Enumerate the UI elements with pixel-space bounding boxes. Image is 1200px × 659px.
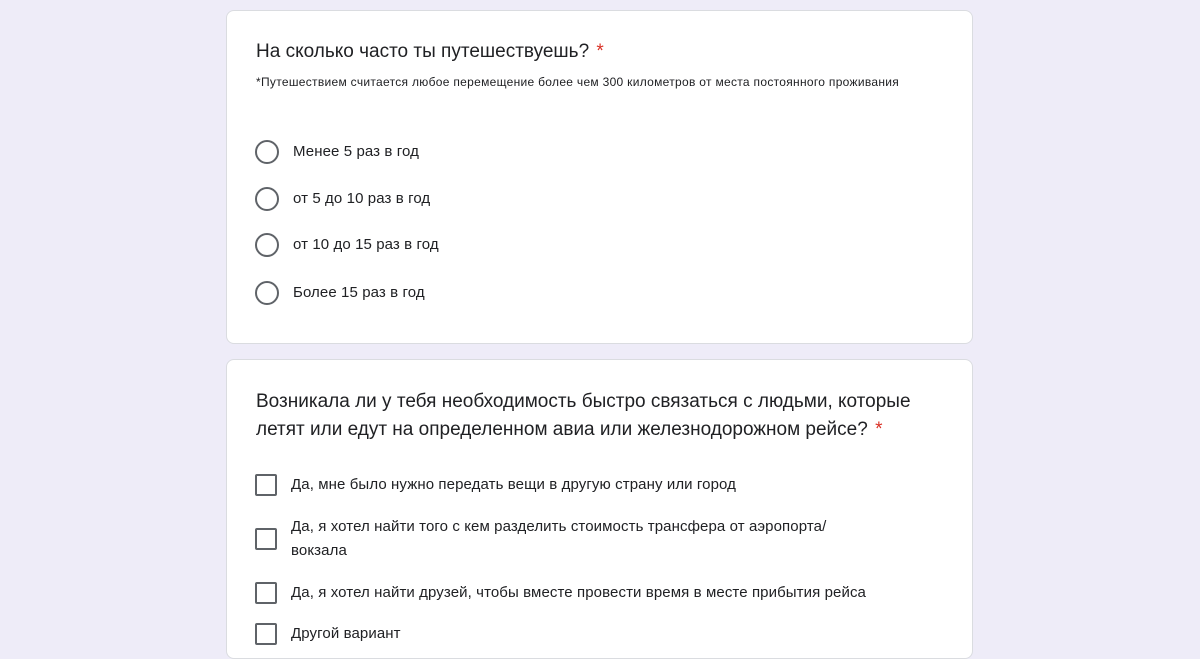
checkbox-option-find-friends[interactable] <box>255 581 942 605</box>
checkbox-icon[interactable] <box>255 474 277 496</box>
option-label: Да, я хотел найти друзей, чтобы вместе провести время в месте прибытия рейса <box>291 584 866 601</box>
checkbox-icon[interactable] <box>255 528 277 550</box>
option-label: Более 15 раз в год <box>293 284 425 301</box>
required-asterisk: * <box>875 419 883 440</box>
checkbox-option-send-items[interactable] <box>255 473 942 497</box>
question-title-text: На сколько часто ты путешествуешь? <box>256 41 590 62</box>
required-asterisk: * <box>596 41 604 62</box>
option-label: Другой вариант <box>291 625 401 642</box>
question-title <box>256 388 942 444</box>
radio-button-icon[interactable] <box>255 233 279 257</box>
radio-button-icon[interactable] <box>255 281 279 305</box>
question-card-travel-frequency <box>226 10 973 344</box>
checkbox-icon[interactable] <box>255 623 277 645</box>
checkbox-icon[interactable] <box>255 582 277 604</box>
radio-button-icon[interactable] <box>255 187 279 211</box>
radio-button-icon[interactable] <box>255 140 279 164</box>
radio-option-10-to-15[interactable] <box>255 233 942 257</box>
option-label: от 5 до 10 раз в год <box>293 190 431 207</box>
radio-option-5-to-10[interactable] <box>255 187 942 211</box>
option-label: Менее 5 раз в год <box>293 143 419 160</box>
radio-option-less-than-5[interactable] <box>255 140 942 164</box>
radio-option-more-than-15[interactable] <box>255 281 942 305</box>
option-label: Да, мне было нужно передать вещи в другую страну или город <box>291 476 737 493</box>
question-card-contact-need <box>226 359 973 659</box>
question-title <box>256 38 942 66</box>
checkbox-option-other[interactable] <box>255 622 942 646</box>
question-description: *Путешествием считается любое перемещение более чем 300 километров от места постоянного проживания <box>256 75 900 89</box>
question-title-text: Возникала ли у тебя необходимость быстро связаться с людьми, которые летят или едут на определенном авиа или железнодорожном рейсе? <box>256 391 911 440</box>
option-label: от 10 до 15 раз в год <box>293 236 439 253</box>
option-label: Да, я хотел найти того с кем разделить стоимость трансфера от аэропорта/вокзала <box>291 518 827 559</box>
checkbox-option-share-transfer[interactable] <box>255 515 855 563</box>
